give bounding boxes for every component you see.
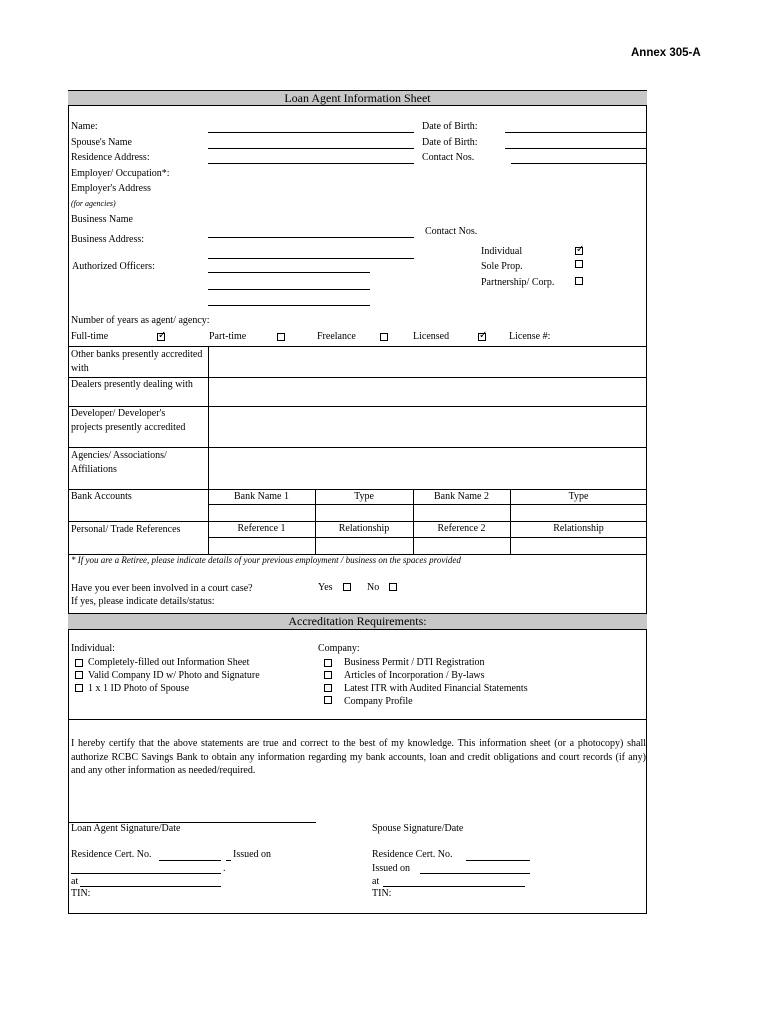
- sole-prop-checkbox[interactable]: [575, 260, 583, 268]
- references-label: Personal/ Trade References: [71, 524, 181, 535]
- agent-dot: .: [223, 863, 226, 874]
- license-number-label: License #:: [509, 331, 551, 342]
- req-itr: Latest ITR with Audited Financial Statements: [344, 683, 528, 694]
- business-address-line-2[interactable]: [208, 258, 414, 259]
- other-banks-label: Other banks presently accredited with: [71, 349, 203, 374]
- spouse-label: Spouse's Name: [71, 137, 132, 148]
- individual-checkbox[interactable]: [575, 247, 583, 255]
- spouse-at-line[interactable]: [383, 886, 525, 887]
- req-info-sheet: Completely-filled out Information Sheet: [88, 657, 250, 668]
- spouse-tin-label: TIN:: [372, 888, 392, 899]
- agent-res-cert-gap-line: [226, 860, 231, 861]
- table-rule: [208, 504, 647, 505]
- req-info-sheet-checkbox[interactable]: [75, 659, 83, 667]
- spouse-issued-on-label: Issued on: [372, 863, 411, 874]
- business-address-line[interactable]: [208, 237, 414, 238]
- employer-label: Employer/ Occupation*:: [71, 168, 170, 179]
- relationship-2-header: Relationship: [553, 523, 604, 534]
- table-rule: [68, 447, 647, 448]
- developer-label: Developer/ Developer's projects presently accredited: [71, 408, 186, 433]
- dealers-label: Dealers presently dealing with: [71, 379, 193, 390]
- officer-line-3[interactable]: [208, 305, 370, 306]
- employer-address-label: Employer's Address: [71, 183, 151, 194]
- agent-signature-label: Loan Agent Signature/Date: [71, 823, 181, 834]
- bank-accounts-label: Bank Accounts: [71, 491, 132, 502]
- relationship-1-header: Relationship: [338, 523, 390, 534]
- spouse-res-cert-line[interactable]: [466, 860, 530, 861]
- agent-at-line[interactable]: [80, 886, 221, 887]
- req-articles: Articles of Incorporation / By-laws: [344, 670, 485, 681]
- req-business-permit: Business Permit / DTI Registration: [344, 657, 485, 668]
- annex-label: Annex 305-A: [631, 47, 701, 59]
- table-top-rule: [68, 346, 647, 347]
- spouse-at-label: at: [372, 876, 380, 887]
- court-yes-checkbox[interactable]: [343, 583, 351, 591]
- agent-at-label: at: [71, 876, 79, 887]
- court-no-checkbox[interactable]: [389, 583, 397, 591]
- business-name-label: Business Name: [71, 214, 133, 225]
- bank-name-2-header: Bank Name 2: [434, 491, 489, 502]
- req-spouse-photo: 1 x 1 ID Photo of Spouse: [88, 683, 190, 694]
- name-label: Name:: [71, 121, 98, 132]
- name-line[interactable]: [208, 132, 414, 133]
- parttime-label: Part-time: [209, 331, 247, 342]
- business-contact-label: Contact Nos.: [425, 226, 478, 237]
- agent-res-cert-label: Residence Cert. No.: [71, 849, 152, 860]
- agent-issued-on-line[interactable]: [71, 873, 221, 874]
- form-frame: [68, 90, 647, 914]
- licensed-checkbox[interactable]: [478, 333, 486, 341]
- business-address-label: Business Address:: [71, 234, 145, 245]
- bank-name-1-header: Bank Name 1: [234, 491, 289, 502]
- court-yes-label: Yes: [318, 582, 333, 593]
- agencies-label: Agencies/ Associations/ Affiliations: [71, 450, 167, 475]
- reference-1-header: Reference 1: [237, 523, 286, 534]
- court-no-label: No: [367, 582, 380, 593]
- table-rule: [68, 489, 647, 490]
- authorized-officers-label: Authorized Officers:: [72, 261, 155, 272]
- req-business-permit-checkbox[interactable]: [324, 659, 332, 667]
- req-articles-checkbox[interactable]: [324, 671, 332, 679]
- req-company-profile: Company Profile: [344, 696, 413, 707]
- req-company-id: Valid Company ID w/ Photo and Signature: [88, 670, 260, 681]
- court-question: Have you ever been involved in a court case?: [71, 583, 253, 594]
- spouse-issued-on-line[interactable]: [420, 873, 530, 874]
- contact-label: Contact Nos.: [422, 152, 475, 163]
- individual-req-label: Individual:: [71, 643, 115, 654]
- req-company-id-checkbox[interactable]: [75, 671, 83, 679]
- agent-issued-on-label: Issued on: [233, 849, 272, 860]
- licensed-label: Licensed: [413, 331, 450, 342]
- accreditation-title: Accreditation Requirements:: [68, 613, 647, 630]
- officer-line-2[interactable]: [208, 289, 370, 290]
- req-spouse-photo-checkbox[interactable]: [75, 684, 83, 692]
- partnership-label: Partnership/ Corp.: [481, 277, 555, 288]
- retiree-note: * If you are a Retiree, please indicate details of your previous employment / business on the spaces provided: [71, 555, 461, 565]
- contact-line[interactable]: [511, 163, 646, 164]
- fulltime-label: Full-time: [71, 331, 109, 342]
- table-rule: [68, 521, 647, 522]
- spouse-res-cert-label: Residence Cert. No.: [372, 849, 453, 860]
- officer-line-1[interactable]: [208, 272, 370, 273]
- spouse-dob-label: Date of Birth:: [422, 137, 478, 148]
- agent-tin-label: TIN:: [71, 888, 91, 899]
- req-itr-checkbox[interactable]: [324, 684, 332, 692]
- spouse-line[interactable]: [208, 148, 414, 149]
- spouse-signature-label: Spouse Signature/Date: [372, 823, 464, 834]
- partnership-checkbox[interactable]: [575, 277, 583, 285]
- company-req-label: Company:: [318, 643, 360, 654]
- section-divider: [68, 719, 647, 720]
- parttime-checkbox[interactable]: [277, 333, 285, 341]
- years-label: Number of years as agent/ agency:: [71, 315, 210, 326]
- dob-line[interactable]: [505, 132, 646, 133]
- sole-prop-label: Sole Prop.: [481, 261, 523, 272]
- residence-label: Residence Address:: [71, 152, 150, 163]
- type-2-header: Type: [568, 491, 589, 502]
- reference-2-header: Reference 2: [437, 523, 486, 534]
- spouse-dob-line[interactable]: [505, 148, 646, 149]
- for-agencies-note: (for agencies): [71, 199, 116, 208]
- form-title: Loan Agent Information Sheet: [68, 90, 647, 106]
- certification-text: I hereby certify that the above statements are true and correct to the best of my knowledge. This information sheet (or a photocopy) shall authorize RCBC Savings Bank to obtain any information regarding my bank accounts, loan and credit obligations and court records (if any) and any other information as needed/required.: [71, 738, 646, 776]
- dob-label: Date of Birth:: [422, 121, 478, 132]
- individual-label: Individual: [481, 246, 523, 257]
- agent-res-cert-line[interactable]: [159, 860, 221, 861]
- table-rule: [208, 537, 647, 538]
- type-1-header: Type: [354, 491, 374, 502]
- freelance-checkbox[interactable]: [380, 333, 388, 341]
- req-company-profile-checkbox[interactable]: [324, 696, 332, 704]
- court-details-label: If yes, please indicate details/status:: [71, 596, 215, 607]
- freelance-label: Freelance: [317, 331, 356, 342]
- fulltime-checkbox[interactable]: [157, 333, 165, 341]
- residence-line[interactable]: [208, 163, 414, 164]
